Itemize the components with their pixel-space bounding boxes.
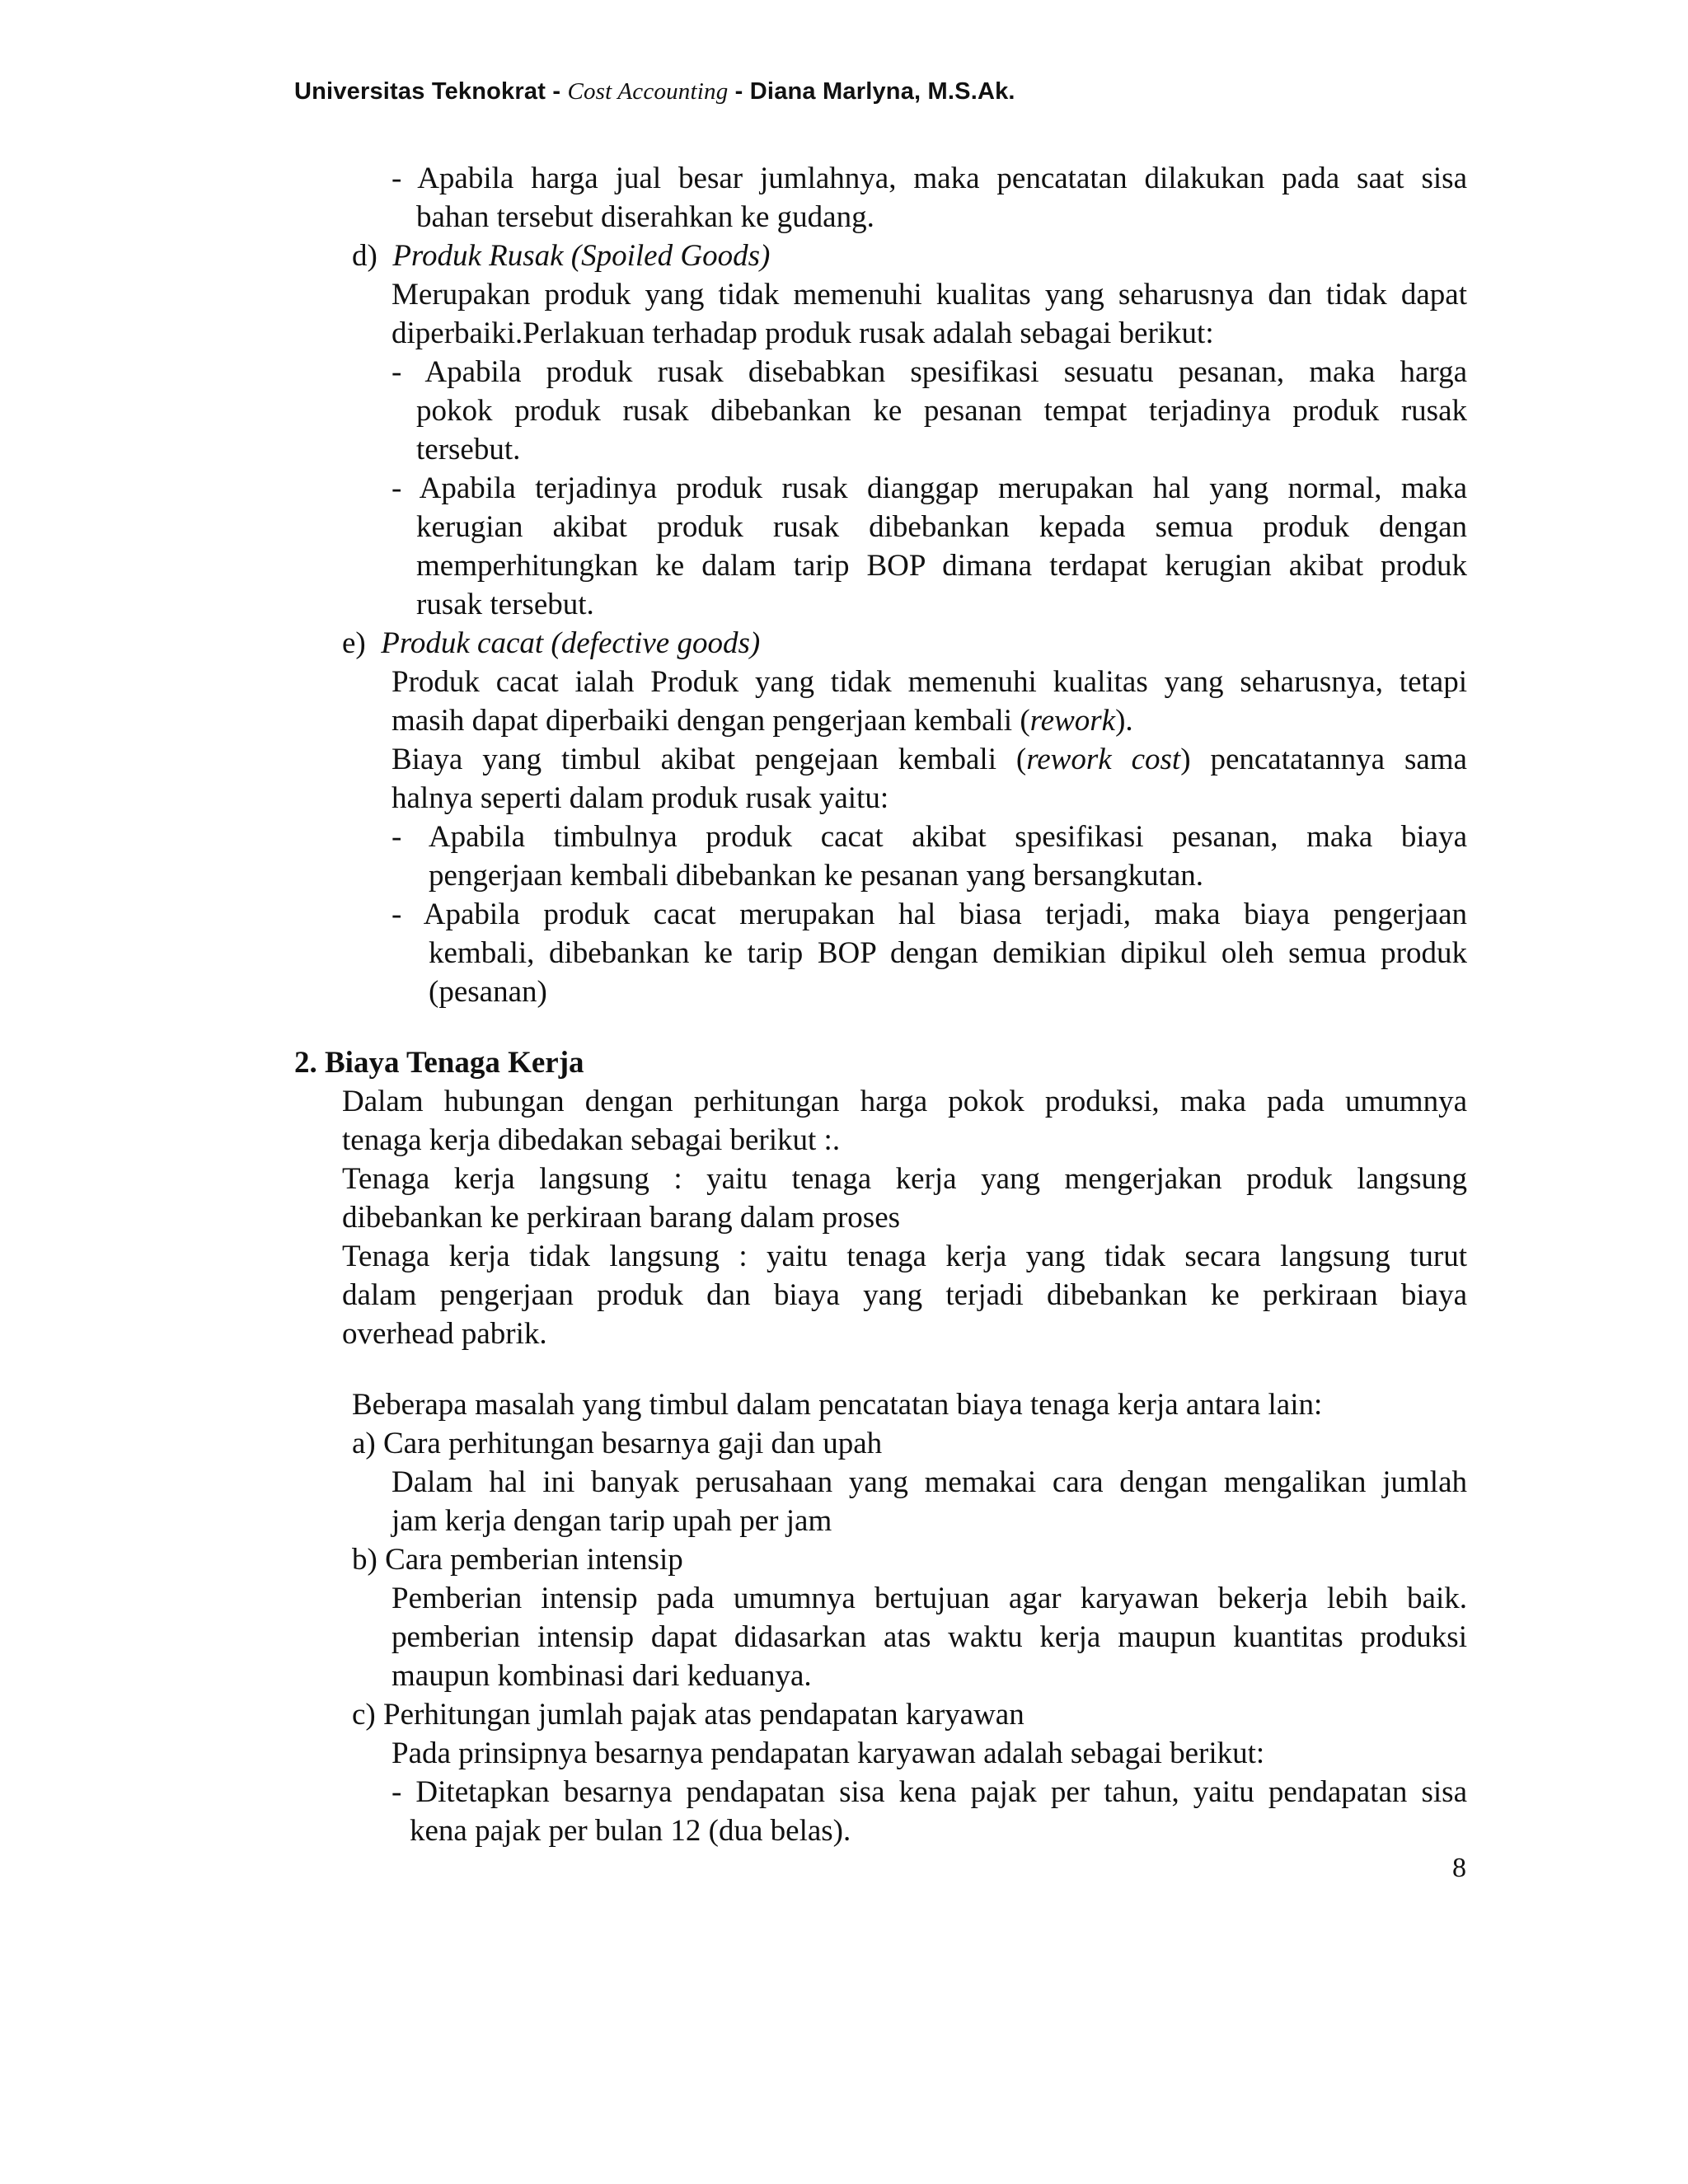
- text-line: tersebut.: [416, 433, 521, 466]
- list-item-c: c) Perhitungan jumlah pajak atas pendapatan karyawan: [352, 1698, 1025, 1732]
- text-line: - Apabila terjadinya produk rusak dianggap merupakan hal yang normal, maka: [392, 471, 1467, 505]
- text-line: rusak tersebut.: [416, 588, 594, 621]
- text-line: maupun kombinasi dari keduanya.: [392, 1659, 812, 1693]
- text-line: overhead pabrik.: [342, 1317, 547, 1351]
- text-line: (pesanan): [429, 975, 547, 1009]
- list-marker: e): [342, 626, 366, 660]
- text-run-italic: rework: [1029, 704, 1116, 738]
- text-line: pemberian intensip dapat didasarkan atas waktu kerja maupun kuantitas produksi: [392, 1620, 1467, 1654]
- text-line: pengerjaan kembali dibebankan ke pesanan yang bersangkutan.: [429, 859, 1204, 893]
- page-number: 8: [1452, 1853, 1466, 1883]
- text-line: Dalam hal ini banyak perusahaan yang memakai cara dengan mengalikan jumlah: [392, 1465, 1467, 1499]
- text-line: kena pajak per bulan 12 (dua belas).: [410, 1814, 851, 1848]
- subheading-defective-goods: [342, 624, 760, 663]
- text-line: - Apabila produk cacat merupakan hal biasa terjadi, maka biaya pengerjaan: [392, 898, 1467, 931]
- text-run: ) pencatatannya sama: [1180, 743, 1467, 776]
- text-line: jam kerja dengan tarip upah per jam: [392, 1504, 832, 1538]
- text-run: ).: [1115, 704, 1133, 738]
- text-line: Tenaga kerja tidak langsung : yaitu tenaga kerja yang tidak secara langsung turut: [342, 1240, 1467, 1273]
- text-line: kerugian akibat produk rusak dibebankan kepada semua produk dengan: [416, 510, 1467, 544]
- text-line: [392, 740, 1467, 779]
- header-author: - Diana Marlyna, M.S.Ak.: [728, 78, 1015, 105]
- list-marker: d): [352, 239, 377, 273]
- subheading-title: Produk cacat (defective goods): [381, 626, 761, 660]
- list-item-a: a) Cara perhitungan besarnya gaji dan upah: [352, 1427, 883, 1460]
- list-item-b: b) Cara pemberian intensip: [352, 1543, 683, 1577]
- text-line: bahan tersebut diserahkan ke gudang.: [416, 200, 874, 234]
- text-line: Pemberian intensip pada umumnya bertujuan agar karyawan bekerja lebih baik.: [392, 1582, 1467, 1615]
- section-heading: 2. Biaya Tenaga Kerja: [294, 1046, 584, 1080]
- text-line: tenaga kerja dibedakan sebagai berikut :.: [342, 1123, 841, 1157]
- text-line: - Ditetapkan besarnya pendapatan sisa kena pajak per tahun, yaitu pendapatan sisa: [392, 1775, 1467, 1809]
- text-line: Pada prinsipnya besarnya pendapatan karyawan adalah sebagai berikut:: [392, 1736, 1265, 1770]
- text-line: Produk cacat ialah Produk yang tidak memenuhi kualitas yang seharusnya, tetapi: [392, 665, 1467, 699]
- text-line: - Apabila timbulnya produk cacat akibat spesifikasi pesanan, maka biaya: [392, 820, 1467, 854]
- text-line: memperhitungkan ke dalam tarip BOP dimana terdapat kerugian akibat produk: [416, 549, 1467, 583]
- text-line: halnya seperti dalam produk rusak yaitu:: [392, 781, 889, 815]
- running-header: [294, 78, 1531, 105]
- text-line: pokok produk rusak dibebankan ke pesanan tempat terjadinya produk rusak: [416, 394, 1467, 428]
- text-line: - Apabila produk rusak disebabkan spesifikasi sesuatu pesanan, maka harga: [392, 355, 1467, 389]
- header-institution: Universitas Teknokrat -: [294, 78, 568, 105]
- subheading-spoiled-goods: [352, 237, 770, 275]
- text-line: kembali, dibebankan ke tarip BOP dengan demikian dipikul oleh semua produk: [429, 936, 1467, 970]
- subheading-title: Produk Rusak (Spoiled Goods): [392, 239, 771, 273]
- text-line: Beberapa masalah yang timbul dalam pencatatan biaya tenaga kerja antara lain:: [352, 1388, 1323, 1422]
- text-run-italic: rework cost: [1026, 743, 1181, 776]
- text-run: masih dapat diperbaiki dengan pengerjaan kembali (: [392, 704, 1030, 738]
- text-run: Biaya yang timbul akibat pengejaan kembali (: [392, 743, 1027, 776]
- text-line: [392, 701, 1133, 740]
- text-line: dibebankan ke perkiraan barang dalam proses: [342, 1201, 901, 1235]
- text-line: Tenaga kerja langsung : yaitu tenaga kerja yang mengerjakan produk langsung: [342, 1162, 1467, 1196]
- text-line: diperbaiki.Perlakuan terhadap produk rusak adalah sebagai berikut:: [392, 316, 1214, 350]
- text-line: Dalam hubungan dengan perhitungan harga pokok produksi, maka pada umumnya: [342, 1085, 1467, 1118]
- header-course: Cost Accounting: [567, 78, 729, 105]
- text-line: - Apabila harga jual besar jumlahnya, maka pencatatan dilakukan pada saat sisa: [392, 162, 1467, 195]
- text-line: Merupakan produk yang tidak memenuhi kualitas yang seharusnya dan tidak dapat: [392, 278, 1467, 312]
- text-line: dalam pengerjaan produk dan biaya yang terjadi dibebankan ke perkiraan biaya: [342, 1278, 1467, 1312]
